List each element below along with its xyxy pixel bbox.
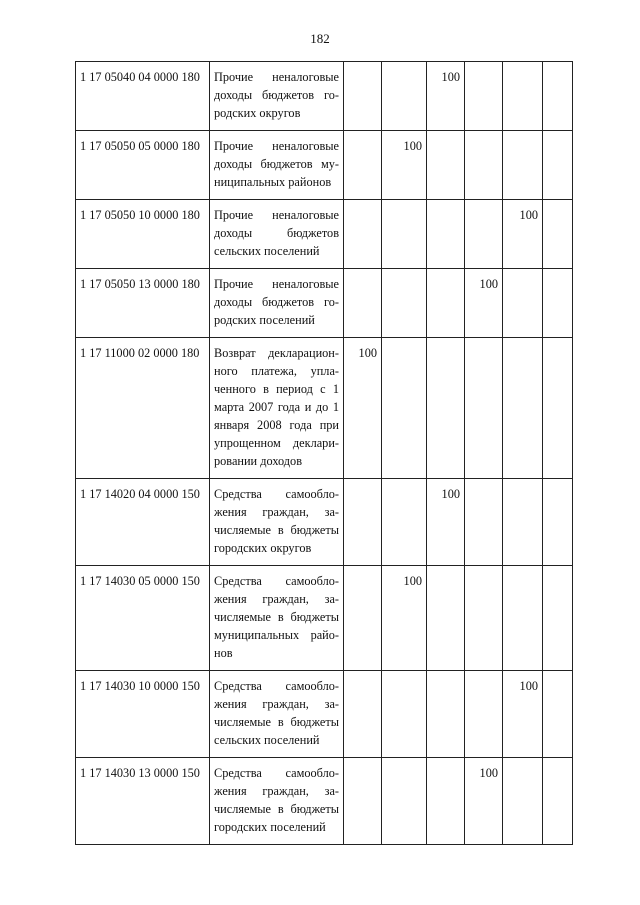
description-line: родских округов [214, 106, 301, 120]
value-cell [427, 758, 465, 845]
value-cell [543, 479, 573, 566]
description-line: Прочие неналоговые [214, 139, 339, 153]
description-line: доходы бюджетов го- [214, 295, 339, 309]
table-row [76, 338, 573, 479]
description-line: Прочие неналоговые [214, 70, 339, 84]
table-body [76, 62, 573, 845]
value-cell [503, 758, 543, 845]
value-cell [543, 566, 573, 671]
value-cell [344, 479, 382, 566]
value-cell: 100 [503, 200, 543, 269]
value-cell [382, 200, 427, 269]
value-cell [465, 131, 503, 200]
value-cell [465, 479, 503, 566]
description-line: родских поселений [214, 313, 315, 327]
description-line: Средства самообло- [214, 574, 339, 588]
value-cell [382, 758, 427, 845]
description-line: числяемые в бюджеты [214, 523, 339, 537]
description-cell [210, 566, 344, 671]
description-line: доходы бюджетов го- [214, 88, 339, 102]
description-cell [210, 62, 344, 131]
description-line: упрощенном деклари- [214, 436, 339, 450]
value-cell [344, 131, 382, 200]
value-cell [427, 671, 465, 758]
value-cell: 100 [344, 338, 382, 479]
code-cell: 1 17 14020 04 0000 150 [76, 479, 210, 566]
value-cell [427, 338, 465, 479]
description-line: жения граждан, за- [214, 697, 339, 711]
code-cell: 1 17 05050 10 0000 180 [76, 200, 210, 269]
code-cell: 1 17 11000 02 0000 180 [76, 338, 210, 479]
value-cell [344, 566, 382, 671]
value-cell [503, 62, 543, 131]
value-cell [465, 566, 503, 671]
description-line: доходы бюджетов [214, 226, 339, 240]
value-cell [503, 269, 543, 338]
description-line: ровании доходов [214, 454, 302, 468]
table-row [76, 269, 573, 338]
description-line: Прочие неналоговые [214, 277, 339, 291]
table-row [76, 200, 573, 269]
description-line: муниципальных райо- [214, 628, 339, 642]
table-row [76, 566, 573, 671]
value-cell: 100 [427, 62, 465, 131]
value-cell [427, 131, 465, 200]
value-cell [543, 269, 573, 338]
description-cell [210, 269, 344, 338]
table-row [76, 479, 573, 566]
code-cell: 1 17 14030 05 0000 150 [76, 566, 210, 671]
value-cell [503, 566, 543, 671]
description-line: сельских поселений [214, 733, 320, 747]
value-cell [382, 671, 427, 758]
code-cell: 1 17 05040 04 0000 180 [76, 62, 210, 131]
value-cell [382, 479, 427, 566]
value-cell [465, 200, 503, 269]
description-line: ного платежа, упла- [214, 364, 339, 378]
value-cell: 100 [382, 566, 427, 671]
description-line: жения граждан, за- [214, 784, 339, 798]
code-cell: 1 17 14030 13 0000 150 [76, 758, 210, 845]
page-number: 182 [310, 31, 330, 46]
description-line: Средства самообло- [214, 766, 339, 780]
value-cell [465, 338, 503, 479]
table-row [76, 131, 573, 200]
budget-classification-table [75, 61, 573, 845]
value-cell [344, 671, 382, 758]
value-cell: 100 [382, 131, 427, 200]
value-cell [344, 269, 382, 338]
description-line: Средства самообло- [214, 679, 339, 693]
value-cell [543, 62, 573, 131]
value-cell [344, 200, 382, 269]
description-cell [210, 671, 344, 758]
description-line: Возврат декларацион- [214, 346, 339, 360]
value-cell [503, 131, 543, 200]
value-cell [503, 479, 543, 566]
value-cell [427, 200, 465, 269]
value-cell [465, 671, 503, 758]
value-cell [382, 269, 427, 338]
value-cell: 100 [503, 671, 543, 758]
description-line: жения граждан, за- [214, 592, 339, 606]
description-line: доходы бюджетов му- [214, 157, 339, 171]
description-line: жения граждан, за- [214, 505, 339, 519]
description-cell [210, 338, 344, 479]
description-line: сельских поселений [214, 244, 320, 258]
description-cell [210, 200, 344, 269]
value-cell [543, 758, 573, 845]
description-line: Средства самообло- [214, 487, 339, 501]
value-cell: 100 [465, 269, 503, 338]
description-line: нов [214, 646, 233, 660]
description-cell [210, 479, 344, 566]
value-cell [382, 338, 427, 479]
description-line: ниципальных районов [214, 175, 332, 189]
code-cell: 1 17 05050 13 0000 180 [76, 269, 210, 338]
table-row [76, 671, 573, 758]
value-cell: 100 [427, 479, 465, 566]
value-cell [427, 566, 465, 671]
value-cell [503, 338, 543, 479]
description-cell [210, 758, 344, 845]
value-cell: 100 [465, 758, 503, 845]
table-row [76, 62, 573, 131]
value-cell [382, 62, 427, 131]
table-row [76, 758, 573, 845]
description-line: ченного в период с 1 [214, 382, 339, 396]
value-cell [465, 62, 503, 131]
description-line: числяемые в бюджеты [214, 715, 339, 729]
value-cell [427, 269, 465, 338]
description-line: марта 2007 года и до 1 [214, 400, 339, 414]
description-cell [210, 131, 344, 200]
description-line: января 2008 года при [214, 418, 339, 432]
value-cell [543, 671, 573, 758]
code-cell: 1 17 14030 10 0000 150 [76, 671, 210, 758]
value-cell [344, 62, 382, 131]
value-cell [344, 758, 382, 845]
value-cell [543, 338, 573, 479]
description-line: Прочие неналоговые [214, 208, 339, 222]
description-line: числяемые в бюджеты [214, 610, 339, 624]
description-line: городских поселений [214, 820, 326, 834]
code-cell: 1 17 05050 05 0000 180 [76, 131, 210, 200]
description-line: городских округов [214, 541, 312, 555]
value-cell [543, 200, 573, 269]
description-line: числяемые в бюджеты [214, 802, 339, 816]
value-cell [543, 131, 573, 200]
